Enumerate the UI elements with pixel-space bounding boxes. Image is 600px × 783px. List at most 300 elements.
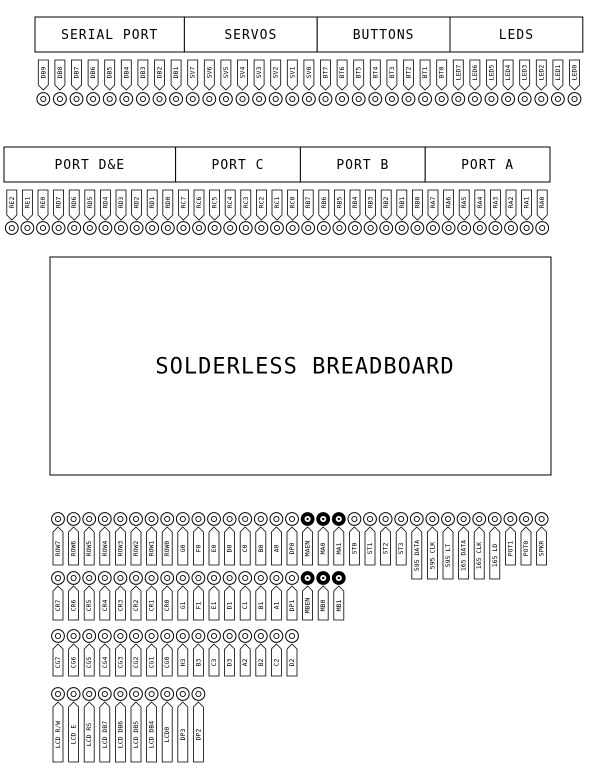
pad-hole-d2: [289, 633, 294, 638]
pin-label-bt2: BT2: [404, 66, 413, 79]
pad-hole-lcd0: [165, 691, 170, 696]
pad-hole-c0: [243, 516, 248, 521]
pad-hole-cr0: [165, 575, 170, 580]
pin-label-row5: ROW5: [85, 540, 94, 557]
pad-hole-sv6: [207, 96, 212, 101]
pin-label-a1: A1: [272, 601, 281, 610]
top_headers-header: [35, 17, 583, 105]
pad-hole-bt0: [439, 96, 444, 101]
pad-hole-ra4: [477, 225, 482, 230]
pin-label-ra4: RA4: [475, 196, 484, 209]
pin-label-re0: RE0: [39, 196, 47, 209]
pin-label-b3: B3: [194, 658, 203, 667]
pin-label-sv4: SV4: [238, 66, 247, 79]
pin-label-bt6: BT6: [338, 66, 347, 79]
pin-label-lcd0: LCD0: [163, 726, 172, 743]
pin-label-led1: LED1: [553, 64, 562, 81]
pin-label-sv5: SV5: [221, 66, 230, 79]
pin-label-rb4: RB4: [351, 196, 359, 209]
pad-hole-cr5: [87, 575, 92, 580]
pad-hole-led1: [555, 96, 560, 101]
pin-label-db6: DB6: [89, 66, 98, 79]
pad-hole-cr1: [149, 575, 154, 580]
pin-label-mb0: MB0: [319, 599, 328, 612]
pad-hole-a1: [274, 575, 279, 580]
pad-hole-ra1: [524, 225, 529, 230]
port-a-label: PORT A: [461, 158, 515, 173]
pin-label-cg3: CG3: [116, 656, 125, 669]
pin-label-cg1: CG1: [147, 656, 156, 669]
pin-label-ra7: RA7: [429, 196, 437, 209]
pin-label-e0: E0: [210, 544, 218, 553]
pin-label-c2: C2: [272, 658, 281, 667]
pad-hole-spkr: [539, 516, 544, 521]
pad-hole-led3: [522, 96, 527, 101]
pin-label-ra2: RA2: [507, 196, 515, 209]
pin-label-re2: RE2: [7, 196, 16, 209]
pin-label-re1: RE1: [23, 196, 32, 209]
pin-label-lcd-db5: LCD DB5: [132, 720, 140, 749]
pad-hole-sv0: [306, 96, 311, 101]
pin-label-cr2: CR2: [132, 599, 140, 612]
pad-hole-b1: [258, 575, 263, 580]
pad-hole-rc7: [181, 225, 186, 230]
pin-label-sv1: SV1: [288, 66, 297, 79]
pad-hole-a0: [274, 516, 279, 521]
pad-hole-led4: [506, 96, 511, 101]
pin-label-row6: ROW6: [69, 540, 78, 557]
pad-hole-165-ld: [492, 516, 497, 521]
pad-hole-row1: [149, 516, 154, 521]
pin-label-rc2: RC2: [257, 196, 266, 209]
pad-hole-rd7: [56, 225, 61, 230]
pad-hole-b3: [196, 633, 201, 638]
pin-label-rc7: RC7: [179, 196, 188, 209]
pin-label-pot0: POT0: [522, 540, 530, 557]
pad-hole-f0: [196, 516, 201, 521]
pad-hole-rc1: [274, 225, 279, 230]
pad-hole-rd0: [165, 225, 170, 230]
leds-label: LEDS: [498, 28, 535, 43]
pad-hole-a2: [243, 633, 248, 638]
pin-label-c0: C0: [241, 544, 250, 553]
pin-label-maen: MAEN: [303, 540, 312, 557]
pin-label-cg4: CG4: [100, 656, 109, 669]
pin-label-rb5: RB5: [335, 196, 344, 209]
pin-label-rd3: RD3: [117, 196, 125, 209]
pin-label-lcd-e: LCD E: [69, 724, 78, 745]
pin-label-spkr: SPKR: [537, 540, 546, 557]
pin-label-h3: H3: [178, 658, 187, 667]
pin-label-rc4: RC4: [226, 196, 235, 209]
pad-hole-db4: [124, 96, 129, 101]
pin-label-mb1: MB1: [334, 599, 343, 612]
pad-hole-pot1: [508, 516, 513, 521]
pin-label-rb6: RB6: [319, 196, 328, 209]
pin-label-595-clk: 595 CLK: [428, 541, 437, 570]
pin-label-d1: D1: [225, 601, 234, 610]
pad-hole-ra6: [446, 225, 451, 230]
pin-label-rc1: RC1: [273, 196, 281, 209]
pad-drill-mb1: [338, 577, 340, 579]
pad-hole-dp1: [289, 575, 294, 580]
pad-hole-row3: [118, 516, 123, 521]
pad-hole-rd5: [87, 225, 92, 230]
pin-label-rb1: RB1: [397, 196, 406, 209]
pad-hole-pot0: [523, 516, 528, 521]
pad-hole-cg5: [87, 633, 92, 638]
pin-label-rb3: RB3: [366, 196, 375, 209]
pad-hole-db2: [157, 96, 162, 101]
pad-hole-sv3: [257, 96, 262, 101]
port-d-e-label: PORT D&E: [54, 158, 126, 173]
pin-label-sv7: SV7: [188, 66, 197, 79]
pad-hole-row7: [55, 516, 60, 521]
pin-label-c1: C1: [241, 601, 250, 610]
pad-hole-rc2: [259, 225, 264, 230]
pin-label-cr0: CR0: [163, 599, 172, 612]
pad-hole-d0: [227, 516, 232, 521]
pad-hole-cg6: [71, 633, 76, 638]
pad-hole-cg7: [55, 633, 60, 638]
pin-label-led5: LED5: [487, 64, 496, 81]
pad-hole-dp3: [180, 691, 185, 696]
pin-label-rc0: RC0: [288, 196, 297, 209]
pad-hole-db8: [57, 96, 62, 101]
pin-label-mben: MBEN: [303, 597, 312, 614]
pin-label-bt7: BT7: [321, 66, 330, 79]
pad-hole-165-clk: [477, 516, 482, 521]
pad-hole-led7: [456, 96, 461, 101]
pad-hole-lcd-db7: [102, 691, 107, 696]
pad-hole-d1: [227, 575, 232, 580]
pin-label-sv3: SV3: [255, 66, 264, 79]
pad-hole-cg1: [149, 633, 154, 638]
pad-drill-mben: [306, 577, 308, 579]
pin-label-bt5: BT5: [354, 66, 363, 79]
pin-label-row7: ROW7: [54, 540, 62, 557]
pad-hole-re0: [40, 225, 45, 230]
pad-hole-bt7: [323, 96, 328, 101]
pad-hole-rb7: [306, 225, 311, 230]
pin-label-dp2: DP2: [194, 728, 203, 741]
pin-label-cr6: CR6: [69, 599, 78, 612]
pin-label-ra3: RA3: [491, 196, 500, 209]
pin-label-led7: LED7: [454, 64, 463, 81]
pad-hole-c2: [274, 633, 279, 638]
pad-hole-rd4: [103, 225, 108, 230]
pin-label-dp3: DP3: [178, 728, 187, 741]
pad-hole-h3: [180, 633, 185, 638]
pin-label-rd0: RD0: [163, 196, 172, 209]
pad-hole-bt4: [373, 96, 378, 101]
pin-label-lcd-rs: LCD RS: [85, 722, 94, 747]
pad-hole-bt3: [389, 96, 394, 101]
pin-label-led4: LED4: [504, 64, 513, 81]
pin-label-led3: LED3: [520, 64, 529, 81]
pin-label-d2: D2: [288, 658, 296, 667]
pad-hole-row4: [102, 516, 107, 521]
pad-hole-e1: [211, 575, 216, 580]
pin-label-cg5: CG5: [85, 656, 94, 669]
pin-label-bt4: BT4: [371, 66, 380, 79]
pin-label-lcd-db6: LCD DB6: [116, 720, 125, 749]
pad-hole-cr6: [71, 575, 76, 580]
pad-hole-595-data: [414, 516, 419, 521]
pin-label-bt0: BT0: [437, 66, 446, 79]
pad-hole-rb2: [384, 225, 389, 230]
pin-label-sv0: SV0: [304, 66, 313, 79]
pin-label-ra0: RA0: [538, 196, 547, 209]
pin-label-ra5: RA5: [460, 196, 469, 209]
pin-label-rd7: RD7: [54, 196, 63, 209]
pin-label-cg7: CG7: [54, 656, 62, 669]
pin-label-row1: ROW1: [147, 540, 156, 557]
pad-hole-row6: [71, 516, 76, 521]
pad-hole-e0: [211, 516, 216, 521]
pin-label-row3: ROW3: [116, 540, 125, 557]
pad-hole-b2: [258, 633, 263, 638]
pin-label-165-ld: 165 LD: [490, 543, 499, 568]
pad-hole-cr3: [118, 575, 123, 580]
pad-hole-lcd-rs: [87, 691, 92, 696]
pin-label-rd2: RD2: [132, 196, 141, 209]
pin-label-cr5: CR5: [85, 599, 94, 612]
pin-label-bt3: BT3: [387, 66, 396, 79]
pad-hole-rd1: [150, 225, 155, 230]
pad-hole-sv1: [290, 96, 295, 101]
pin-label-row4: ROW4: [100, 540, 109, 557]
pad-hole-g0: [180, 516, 185, 521]
pin-label-rc3: RC3: [241, 196, 250, 209]
pin-label-ra1: RA1: [522, 196, 531, 209]
pad-hole-rb5: [337, 225, 342, 230]
pad-hole-led2: [539, 96, 544, 101]
pad-hole-row5: [87, 516, 92, 521]
pad-hole-rb4: [352, 225, 357, 230]
pin-label-rd4: RD4: [101, 196, 110, 209]
pad-hole-bt6: [340, 96, 345, 101]
port-b-label: PORT B: [336, 158, 390, 173]
pad-drill-maen: [306, 518, 308, 520]
pin-label-bt1: BT1: [421, 66, 430, 79]
pin-label-sv2: SV2: [271, 66, 280, 79]
pin-label-cr7: CR7: [54, 599, 62, 612]
pad-hole-lcd-db6: [118, 691, 123, 696]
pin-label-db4: DB4: [122, 66, 131, 79]
pad-hole-db1: [174, 96, 179, 101]
pad-hole-db7: [74, 96, 79, 101]
pad-drill-ma1: [338, 518, 340, 520]
pin-label-cr3: CR3: [116, 599, 125, 612]
pad-hole-bt5: [356, 96, 361, 101]
pin-label-165-data: 165 DATA: [459, 539, 468, 572]
pad-hole-re1: [25, 225, 30, 230]
pad-hole-lcd-e: [71, 691, 76, 696]
pad-hole-cg2: [133, 633, 138, 638]
pad-hole-sv4: [240, 96, 245, 101]
pad-hole-lcd-db5: [133, 691, 138, 696]
pad-hole-led6: [472, 96, 477, 101]
breadboard-label: SOLDERLESS BREADBOARD: [155, 354, 455, 380]
pin-row-3: [52, 630, 299, 676]
buttons-label: BUTTONS: [352, 28, 415, 43]
pad-hole-rb6: [321, 225, 326, 230]
pin-label-led0: LED0: [570, 64, 579, 81]
pad-hole-cr2: [133, 575, 138, 580]
pin-label-cg0: CG0: [163, 656, 172, 669]
pad-hole-sv5: [223, 96, 228, 101]
pin-label-595-data: 595 DATA: [412, 539, 421, 572]
pad-hole-rd6: [72, 225, 77, 230]
pin-label-row0: ROW0: [163, 540, 172, 557]
pin-label-lcd-db4: LCD DB4: [147, 720, 156, 749]
pad-hole-st1: [367, 516, 372, 521]
pin-label-e1: E1: [210, 601, 218, 610]
pin-label-rc5: RC5: [210, 196, 219, 209]
pin-label-165-clk: 165 CLK: [475, 541, 484, 570]
pin-label-595-lt: 595 LT: [444, 543, 452, 568]
servos-label: SERVOS: [224, 28, 278, 43]
pin-row-2: [52, 572, 346, 620]
pin-label-db1: DB1: [172, 66, 181, 79]
port-c-label: PORT C: [211, 158, 265, 173]
pin-label-rd6: RD6: [70, 196, 79, 209]
pin-label-pot1: POT1: [506, 540, 515, 557]
pin-label-rc6: RC6: [195, 196, 203, 209]
pin-label-db8: DB8: [55, 66, 64, 79]
pad-hole-st0: [352, 516, 357, 521]
pin-label-lcd-r-w: LCD R/W: [54, 720, 62, 749]
pin-label-f0: F0: [194, 544, 203, 553]
pad-hole-f1: [196, 575, 201, 580]
pad-hole-dp2: [196, 691, 201, 696]
pin-label-b1: B1: [256, 601, 265, 610]
pin-label-b2: B2: [256, 658, 265, 667]
pad-hole-rc3: [243, 225, 248, 230]
pad-hole-rc5: [212, 225, 217, 230]
pad-hole-row2: [133, 516, 138, 521]
pin-label-c3: C3: [210, 658, 218, 667]
pad-hole-db3: [140, 96, 145, 101]
pin-label-cg2: CG2: [132, 656, 140, 669]
serial-port-label: SERIAL PORT: [61, 28, 159, 43]
pin-label-rd5: RD5: [85, 196, 94, 209]
pad-hole-rb3: [368, 225, 373, 230]
pad-hole-cr4: [102, 575, 107, 580]
breadboard: [50, 257, 551, 475]
pin-label-b0: B0: [256, 544, 265, 553]
pad-hole-cg4: [102, 633, 107, 638]
pin-label-g1: G1: [178, 601, 187, 610]
pad-hole-rd3: [118, 225, 123, 230]
pad-hole-re2: [9, 225, 14, 230]
pad-hole-ra2: [508, 225, 513, 230]
pin-label-lcd-db7: LCD DB7: [100, 720, 109, 749]
pad-hole-led0: [572, 96, 577, 101]
pin-label-cr4: CR4: [100, 599, 109, 612]
pin-label-db3: DB3: [138, 66, 147, 79]
pad-hole-db6: [91, 96, 96, 101]
pad-hole-st2: [383, 516, 388, 521]
pin-label-st3: ST3: [397, 542, 406, 555]
pin-label-rb0: RB0: [413, 196, 422, 209]
pad-hole-165-data: [461, 516, 466, 521]
pad-hole-sv2: [273, 96, 278, 101]
pad-hole-rc4: [228, 225, 233, 230]
pin-label-f1: F1: [194, 601, 203, 610]
pad-drill-mb0: [322, 577, 324, 579]
pad-hole-cr7: [55, 575, 60, 580]
pin-label-st1: ST1: [366, 542, 374, 555]
pin-label-led6: LED6: [470, 64, 479, 81]
pin-label-ma1: MA1: [334, 542, 343, 555]
pad-hole-bt2: [406, 96, 411, 101]
pad-hole-row0: [165, 516, 170, 521]
pad-hole-st3: [399, 516, 404, 521]
pin-label-led2: LED2: [537, 64, 546, 81]
pad-hole-sv7: [190, 96, 195, 101]
pin-label-db2: DB2: [155, 66, 164, 79]
pin-label-rb2: RB2: [382, 196, 391, 209]
pin-label-a0: A0: [272, 544, 281, 553]
pin-label-g0: G0: [178, 544, 187, 553]
pad-hole-lcd-db4: [149, 691, 154, 696]
pad-hole-db9: [41, 96, 46, 101]
pin-label-db5: DB5: [105, 66, 114, 79]
pin-label-st0: ST0: [350, 542, 359, 555]
pin-label-ra6: RA6: [444, 196, 453, 209]
pin-label-rb7: RB7: [304, 196, 313, 209]
pad-hole-ra5: [462, 225, 467, 230]
pad-hole-ra0: [540, 225, 545, 230]
pad-hole-rc6: [196, 225, 201, 230]
pad-hole-db5: [107, 96, 112, 101]
pad-hole-ra3: [493, 225, 498, 230]
pad-hole-cg3: [118, 633, 123, 638]
pin-row-4: [52, 688, 205, 762]
pad-hole-d3: [227, 633, 232, 638]
pin-label-db7: DB7: [72, 66, 81, 79]
pad-hole-g1: [180, 575, 185, 580]
pin-label-d0: D0: [225, 544, 234, 553]
pad-hole-rd2: [134, 225, 139, 230]
pad-drill-ma0: [322, 518, 324, 520]
pad-hole-dp0: [289, 516, 294, 521]
pad-hole-c3: [211, 633, 216, 638]
pin-label-ma0: MA0: [319, 542, 328, 555]
pin-label-cg6: CG6: [69, 656, 78, 669]
pad-hole-led5: [489, 96, 494, 101]
pad-hole-cg0: [165, 633, 170, 638]
pad-hole-ra7: [430, 225, 435, 230]
pin-label-sv6: SV6: [205, 66, 214, 79]
pin-label-st2: ST2: [381, 542, 390, 555]
pin-label-row2: ROW2: [132, 540, 140, 557]
pad-hole-b0: [258, 516, 263, 521]
port_headers-header: [4, 147, 550, 234]
pad-hole-c1: [243, 575, 248, 580]
pin-label-rd1: RD1: [148, 196, 157, 209]
pin-label-cr1: CR1: [147, 599, 156, 612]
pad-hole-bt1: [423, 96, 428, 101]
pad-hole-595-clk: [430, 516, 435, 521]
pin-row-1: [52, 513, 548, 579]
pin-label-d3: D3: [225, 658, 234, 667]
pin-label-dp0: DP0: [288, 542, 296, 555]
pad-hole-595-lt: [445, 516, 450, 521]
pin-label-a2: A2: [241, 658, 250, 667]
